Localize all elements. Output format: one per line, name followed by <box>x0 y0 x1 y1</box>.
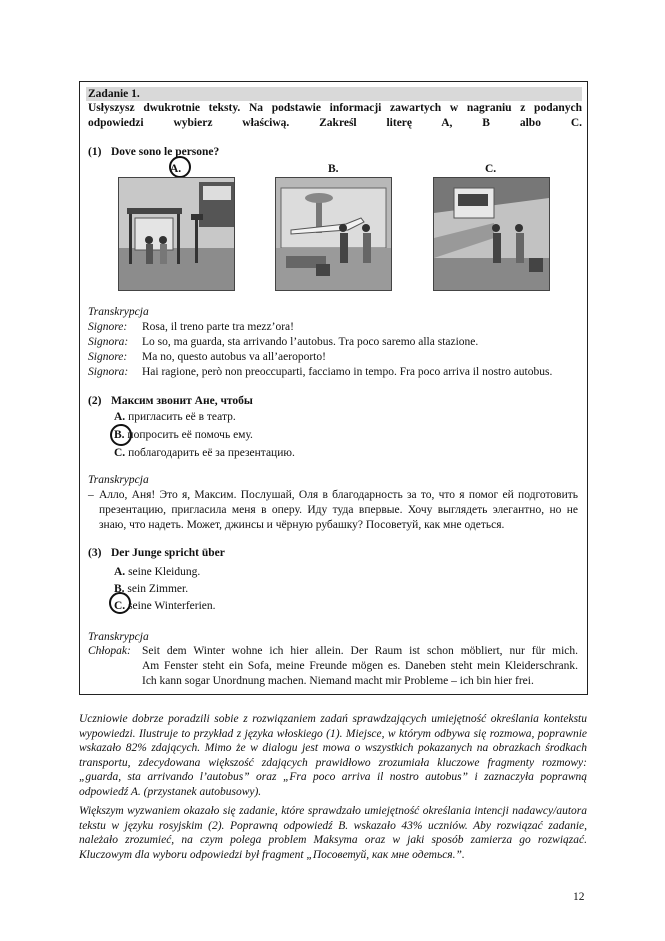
q1-label-a: A. <box>170 163 182 175</box>
speaker: Signora: <box>88 366 129 378</box>
q3-transcript-line-1: Seit dem Winter wohne ich hier allein. Der Raum ist schon möbliert, nur für mich. <box>142 645 578 657</box>
line-text: Lo so, ma guarda, sta arrivando l’autobus. Tra poco saremo alla stazione. <box>142 336 479 348</box>
q3-transcript-line-2: Am Fenster steht ein Sofa, meine Freunde mögen es. Daneben steht mein Kleiderschrank. <box>142 660 578 672</box>
q1-line-3 <box>88 350 326 364</box>
q3-transcript-line-3: Ich kann sogar Unordnung machen. Niemand macht mir Probleme – ich bin hier frei. <box>142 675 534 687</box>
q1-question: Dove sono le persone? <box>111 146 220 158</box>
q1-label-c: C. <box>485 163 497 175</box>
task-instruction: Usłyszysz dwukrotnie teksty. Na podstawie informacji zawartych w nagraniu z podanych odpowiedzi wybierz właściwą. Zakreśl literę A, B albo C. <box>88 102 582 129</box>
option-letter: C. <box>114 600 126 612</box>
answer-circle-q3 <box>109 592 131 614</box>
bus-stop-picture <box>118 177 235 291</box>
q2-option-c <box>114 446 295 460</box>
option-letter: B. <box>114 429 125 441</box>
answer-circle-q2 <box>110 424 132 446</box>
option-letter: C. <box>114 447 126 459</box>
q2-transcript-line-2: презентацию, пригласила меня в оперу. Иду туда впервые. Хочу выглядеть элегантно, но не <box>99 504 578 516</box>
q3-option-a <box>114 565 200 579</box>
answer-circle-q1 <box>169 156 191 178</box>
speaker: Signore: <box>88 321 128 333</box>
q1-label-b: B. <box>328 163 339 175</box>
option-letter: B. <box>114 583 125 595</box>
speaker: Signore: <box>88 351 128 363</box>
q2-option-b <box>114 428 253 442</box>
option-text: sein Zimmer. <box>127 583 189 595</box>
option-text: seine Winterferien. <box>128 600 216 612</box>
q1-transcript-heading: Transkrypcja <box>88 306 149 318</box>
line-text: Hai ragione, però non preoccuparti, facciamo in tempo. Fra poco arriva il nostro autobus. <box>142 366 553 378</box>
q1-line-4 <box>88 365 552 379</box>
q3-number: (3) <box>88 547 102 559</box>
q2-transcript-line-3: знаю, что надеть. Может, джинсы и чёрную рубашку? Посоветуй, как мне одеться. <box>99 519 505 531</box>
line-text: Ma no, questo autobus va all’aeroporto! <box>142 351 326 363</box>
line-text: Rosa, il treno parte tra mezz’ora! <box>142 321 294 333</box>
speaker: Signora: <box>88 336 129 348</box>
commentary-paragraph-2: Większym wyzwaniem okazało się zadanie, które sprawdzało umiejętność określania intencji nadawcy/autora tekstu w języku rosyjskim (2). Poprawną odpowiedź B. wskazało 43% uczniów. Aby rozwiązać zadanie, należało zrozumieć, na czym polega problem Maksyma oraz w jaki sposób zamierza go rozwiązać. Kluczowym dla wyboru odpowiedzi był fragment „Посоветуй, как мне одеться.”. <box>79 805 587 861</box>
commentary-paragraph-1: Uczniowie dobrze poradzili sobie z rozwiązaniem zadań sprawdzających umiejętność określania kontekstu wypowiedzi. Ilustruje to przykład z języka włoskiego (1). Miejsce, w którym odbywa się rozmowa, poprawnie wskazało 82% zdających. Mimo że w dialogu jest mowa o wszystkich pokazanych na obrazkach środkach transportu, zdecydowana większość zdających prawidłowo zrozumiała kluczowe fragmenty rozmowy: „guarda, sta arrivando l’autobus” oraz „Fra poco arriva il nostro autobus” i zaznaczyła poprawną odpowiedź A. (przystanek autobusowy). <box>79 713 587 798</box>
commentary <box>79 712 587 862</box>
q2-option-a <box>114 410 236 424</box>
airport-picture <box>275 177 392 291</box>
q2-number: (2) <box>88 395 102 407</box>
q2-question: Максим звонит Ане, чтобы <box>111 395 253 407</box>
option-text: seine Kleidung. <box>128 566 201 578</box>
option-letter: A. <box>114 411 126 423</box>
q1-line-2 <box>88 335 478 349</box>
task-title-bar <box>86 87 582 101</box>
q3-speaker: Chłopak: <box>88 645 131 657</box>
q1-line-1 <box>88 320 294 334</box>
option-text: пригласить её в театр. <box>128 411 236 423</box>
option-text: попросить её помочь ему. <box>127 429 253 441</box>
train-station-picture <box>433 177 550 291</box>
q2-transcript-line-1: Алло, Аня! Это я, Максим. Послушай, Оля в благодарность за то, что я помог ей подготовить <box>99 489 578 501</box>
q2-transcript-heading: Transkrypcja <box>88 474 149 486</box>
q1-number: (1) <box>88 146 102 158</box>
option-text: поблагодарить её за презентацию. <box>128 447 295 459</box>
q3-transcript-heading: Transkrypcja <box>88 631 149 643</box>
q2-dash: – <box>88 489 94 501</box>
q3-question: Der Junge spricht über <box>111 547 225 559</box>
page-number: 12 <box>573 891 585 903</box>
task-title: Zadanie 1. <box>88 88 140 100</box>
option-letter: A. <box>114 566 126 578</box>
